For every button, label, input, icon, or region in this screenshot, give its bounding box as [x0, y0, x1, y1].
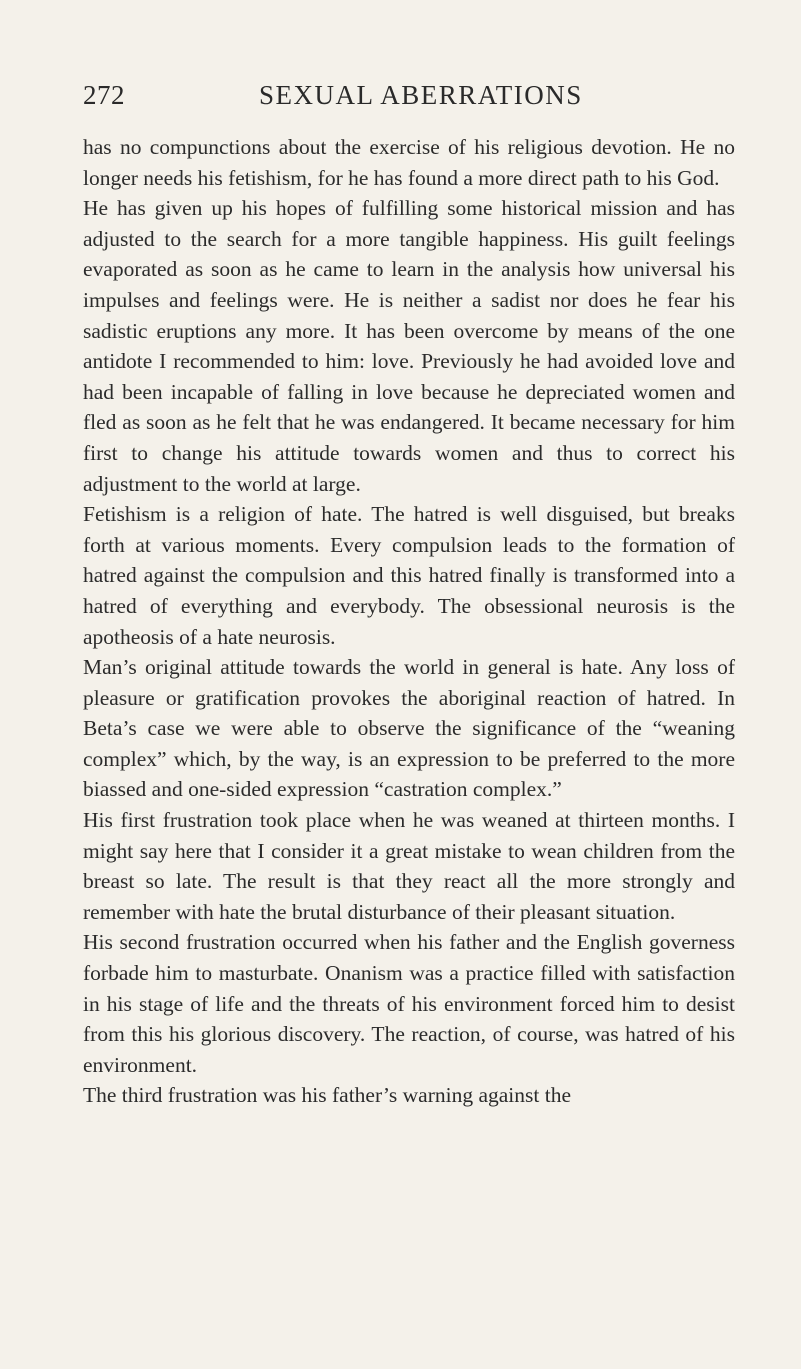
running-title: SEXUAL ABERRATIONS [259, 80, 583, 110]
paragraph-1: has no compunctions about the exercise of his religious devotion. He no longer needs his fetishism, for he has found a more direct path to his God. [83, 135, 735, 190]
page-number: 272 [83, 80, 125, 110]
paragraph-7: The third frustration was his father’s warning against the [83, 1083, 572, 1108]
body-text [83, 132, 735, 1111]
running-head [83, 80, 735, 120]
paragraph-3: Fetishism is a religion of hate. The hatred is well disguised, but breaks forth at various moments. Every compulsion leads to the formation of hatred against the compulsion and this hatred finally is transformed into a hatred of everything and everybody. The obsessional neurosis is the apotheosis of a hate neurosis. [83, 502, 735, 649]
paragraph-2: He has given up his hopes of fulfilling some historical mission and has adjusted to the search for a more tangible happiness. His guilt feelings evaporated as soon as he came to learn in the analysis how universal his impulses and feelings were. He is neither a sadist nor does he fear his sadistic eruptions any more. It has been overcome by means of the one antidote I recommended to him: love. Previously he had avoided love and had been incapable of falling in love because he depreciated women and fled as soon as he felt that he was endangered. It became necessary for him first to change his attitude towards women and thus to correct his adjustment to the world at large. [83, 196, 735, 496]
paragraph-5: His first frustration took place when he was weaned at thirteen months. I might say here that I consider it a great mistake to wean children from the breast so late. The result is that they react all the more strongly and remember with hate the brutal disturbance of their pleasant situation. [83, 808, 735, 924]
paragraph-6: His second frustration occurred when his father and the English governess forbade him to masturbate. Onanism was a practice filled with satisfaction in his stage of life and the threats of his environment forced him to desist from this his glorious discovery. The reaction, of course, was hatred of his environment. [83, 930, 735, 1077]
paragraph-4: Man’s original attitude towards the world in general is hate. Any loss of pleasure or gratification provokes the aboriginal reaction of hatred. In Beta’s case we were able to observe the significance of the “weaning complex” which, by the way, is an expression to be preferred to the more biassed and one-sided expression “castration complex.” [83, 655, 735, 802]
